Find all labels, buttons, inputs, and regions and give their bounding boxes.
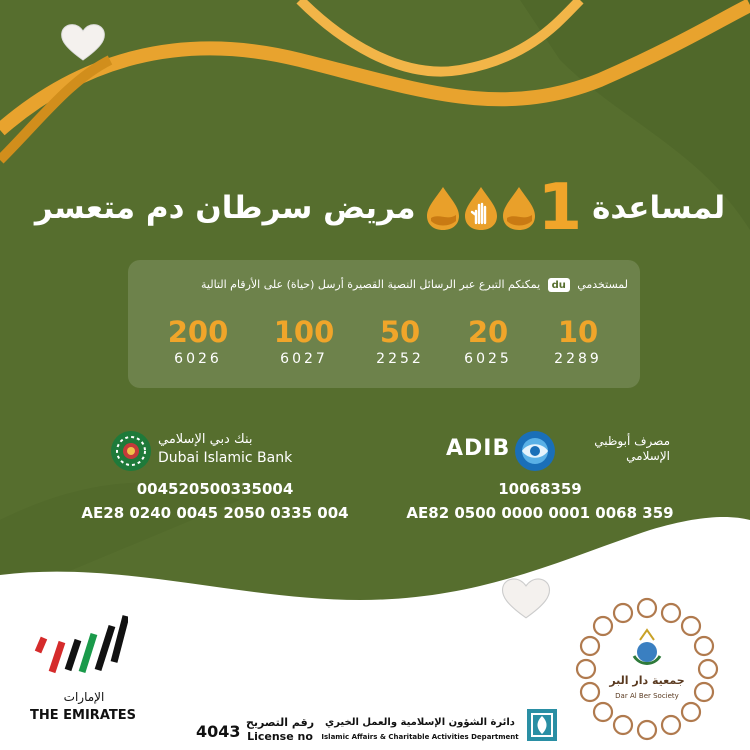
department-name — [315, 716, 525, 744]
emirates-ar: الإمارات — [63, 690, 105, 704]
dib-name-ar: بنك دبي الإسلامي — [158, 432, 253, 447]
department-logo-icon — [526, 708, 558, 742]
sms-option — [154, 315, 242, 367]
sms-code: 6027 — [280, 351, 328, 367]
department-ar: دائرة الشؤون الإسلامية والعمل الخيري — [325, 717, 515, 728]
sms-amount: 50 — [379, 315, 421, 349]
dib-name-en: Dubai Islamic Bank — [158, 450, 293, 466]
adib-name-ar — [560, 434, 670, 464]
du-logo: du — [548, 278, 570, 292]
sms-option — [356, 315, 444, 367]
sms-amount: 200 — [167, 315, 229, 349]
headline-prefix: لمساعدة — [592, 190, 726, 226]
adib-account: 10068359 — [498, 480, 582, 498]
headline-number — [424, 171, 585, 245]
heart-icon — [500, 576, 552, 620]
sms-amount: 100 — [273, 315, 335, 349]
blood-drop-icon — [425, 185, 461, 231]
sms-text: يمكنكم التبرع عبر الرسائل النصية القصيرة أرسل (حياة) على الأرقام التالية — [201, 278, 541, 291]
license-number: 4043 — [196, 722, 241, 741]
sms-intro: لمستخدمي — [577, 278, 628, 291]
sms-amount: 10 — [557, 315, 599, 349]
sms-code: 6025 — [464, 351, 512, 367]
dar-al-ber-logo-icon — [574, 596, 720, 742]
emirates-en: THE EMIRATES — [30, 708, 136, 723]
blood-drop-icon — [501, 185, 537, 231]
headline-number-one: 1 — [537, 171, 583, 245]
heart-icon — [60, 22, 106, 62]
department-en: Islamic Affairs & Charitable Activities Department — [321, 733, 519, 741]
dib-iban: AE28 0240 0045 2050 0335 004 — [81, 504, 349, 522]
dar-al-ber-name-en: Dar Al Ber Society — [615, 692, 679, 700]
sms-option — [260, 315, 348, 367]
dar-al-ber-name-ar: جمعية دار البر — [609, 674, 685, 687]
dib-name — [158, 432, 318, 466]
adib-logo-text: ADIB — [446, 436, 511, 461]
license-label — [245, 716, 315, 744]
sms-option — [444, 315, 532, 367]
sms-amount: 20 — [467, 315, 509, 349]
headline-suffix: مريض سرطان دم متعسر — [34, 190, 416, 226]
adib-iban: AE82 0500 0000 0001 0068 359 — [406, 504, 674, 522]
blood-drop-hand-icon — [463, 185, 499, 231]
headline — [34, 171, 726, 245]
adib-logo-icon — [514, 430, 556, 472]
dib-logo-icon — [110, 430, 152, 472]
adib-name-ar-line1: مصرف أبوظبي — [594, 434, 670, 448]
license-label-ar: رقم التصريح — [245, 716, 315, 729]
sms-code: 2289 — [554, 351, 602, 367]
the-emirates-logo-icon — [32, 612, 128, 682]
sms-instructions — [140, 278, 628, 292]
sms-option — [534, 315, 622, 367]
adib-name-ar-line2: الإسلامي — [626, 449, 670, 463]
sms-code: 6026 — [174, 351, 222, 367]
sms-code: 2252 — [376, 351, 424, 367]
dib-account: 004520500335004 — [136, 480, 294, 498]
license-label-en: License no — [247, 730, 313, 743]
